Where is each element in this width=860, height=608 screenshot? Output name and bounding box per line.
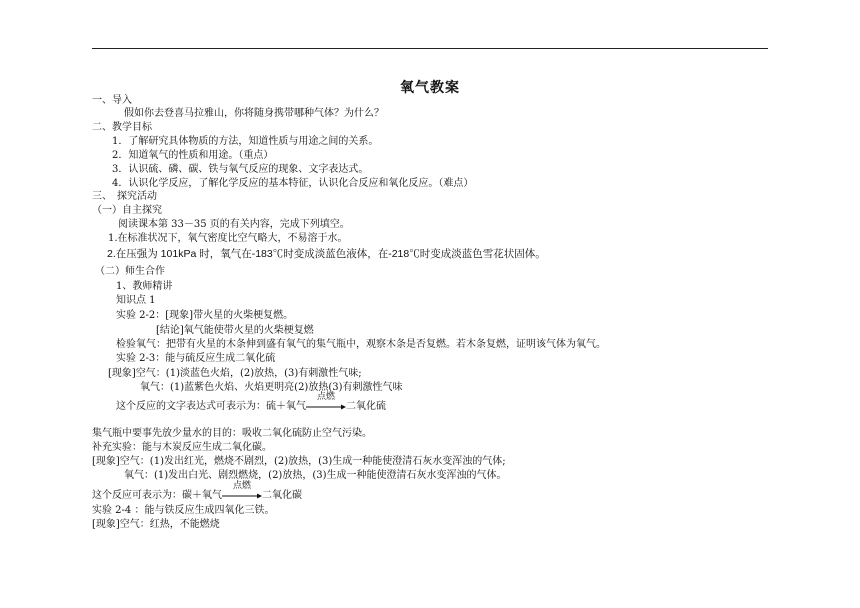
water-purpose: 集气瓶中要事先放少量水的目的：吸收二氧化硫防止空气污染。 — [92, 428, 372, 439]
teacher-lecture-heading: 1、教师精讲 — [116, 281, 173, 292]
reaction-condition: 点燃 — [232, 481, 251, 491]
goal-item-3: 3．认识硫、磷、碳、铁与氧气反应的现象、文字表达式。 — [112, 164, 369, 175]
arrow-icon — [222, 493, 262, 499]
carbon-oxygen-phenomenon: 氧气：(1)发出白光、剧烈燃烧，(2)放热，(3)生成一种能使澄清石灰水变浑浊的气体。 — [124, 470, 507, 481]
knowledge-point-label: 知识点 1 — [116, 295, 156, 306]
sulfur-oxygen-phenomenon: 氧气：(1)蓝紫色火焰、火焰更明亮(2)放热(3)有刺激性气味 — [140, 382, 403, 393]
section-heading-intro: 一、导入 — [92, 95, 132, 106]
goal-item-4: 4．认识化学反应，了解化学反应的基本特征，认识化合反应和氧化反应。（难点） — [112, 178, 474, 189]
supplementary-experiment: 补充实验：能与木炭反应生成二氧化碳。 — [92, 442, 272, 453]
sulfur-equation-product: 二氧化硫 — [346, 401, 386, 412]
carbon-equation-product: 二氧化碳 — [262, 490, 302, 501]
reaction-arrow — [306, 392, 346, 413]
document-title: 氧气教案 — [400, 80, 460, 96]
sulfur-equation-lhs: 这个反应的文字表达式可表示为：硫＋氧气 — [116, 401, 306, 412]
sulfur-equation — [116, 392, 386, 413]
carbon-equation — [92, 481, 302, 502]
iron-air-phenomenon: [现象]空气：红热，不能燃烧 — [92, 519, 220, 530]
intro-question: 假如你去登喜马拉雅山，你将随身携带哪种气体？为什么？ — [124, 108, 384, 119]
section-heading-activity: 三、 探究活动 — [92, 191, 157, 202]
oxygen-test-method: 检验氧气：把带有火星的木条伸到盛有氧气的集气瓶中，观察木条是否复燃。若木条复燃，证明该气体为氧气。 — [116, 339, 606, 350]
sulfur-air-phenomenon: [现象]空气：(1)淡蓝色火焰，(2)放热，(3)有刺激性气味; — [108, 368, 362, 379]
experiment-2-2: 实验 2-2：[现象]带火星的火柴梗复燃。 — [116, 310, 294, 321]
subsection-self-study: （一）自主探究 — [92, 205, 162, 216]
reading-instruction: 阅读课本第 33－35 页的有关内容，完成下列填空。 — [118, 219, 350, 230]
experiment-2-2-conclusion: [结论]氧气能使带火星的火柴梗复燃 — [156, 325, 314, 336]
experiment-2-3: 实验 2-3：能与硫反应生成二氧化硫 — [116, 353, 276, 364]
experiment-2-4: 实验 2-4 ：能与铁反应生成四氧化三铁。 — [92, 505, 275, 516]
goal-item-1: 1．了解研究具体物质的方法，知道性质与用途之间的关系。 — [112, 136, 379, 147]
section-heading-goals: 二、教学目标 — [92, 122, 152, 133]
fill-item-1: 1.在标准状况下，氧气密度比空气略大，不易溶于水。 — [108, 233, 348, 244]
goal-item-2: 2．知道氧气的性质和用途。（重点） — [112, 150, 274, 161]
arrow-icon — [306, 404, 346, 410]
header-rule — [92, 48, 768, 49]
subsection-cooperation: （二）师生合作 — [95, 266, 165, 277]
carbon-air-phenomenon: [现象]空气：(1)发出红光，燃烧不剧烈，(2)放热，(3)生成一种能使澄清石灰水变浑浊的气体; — [92, 456, 506, 467]
fill-item-2: 2.在压强为 101kPa 时，氧气在-183℃时变成淡蓝色液体，在-218℃时变成淡蓝色雪花状固体。 — [107, 248, 546, 260]
reaction-condition: 点燃 — [316, 392, 335, 402]
carbon-equation-lhs: 这个反应可表示为：碳＋氧气 — [92, 490, 222, 501]
reaction-arrow — [222, 481, 262, 502]
